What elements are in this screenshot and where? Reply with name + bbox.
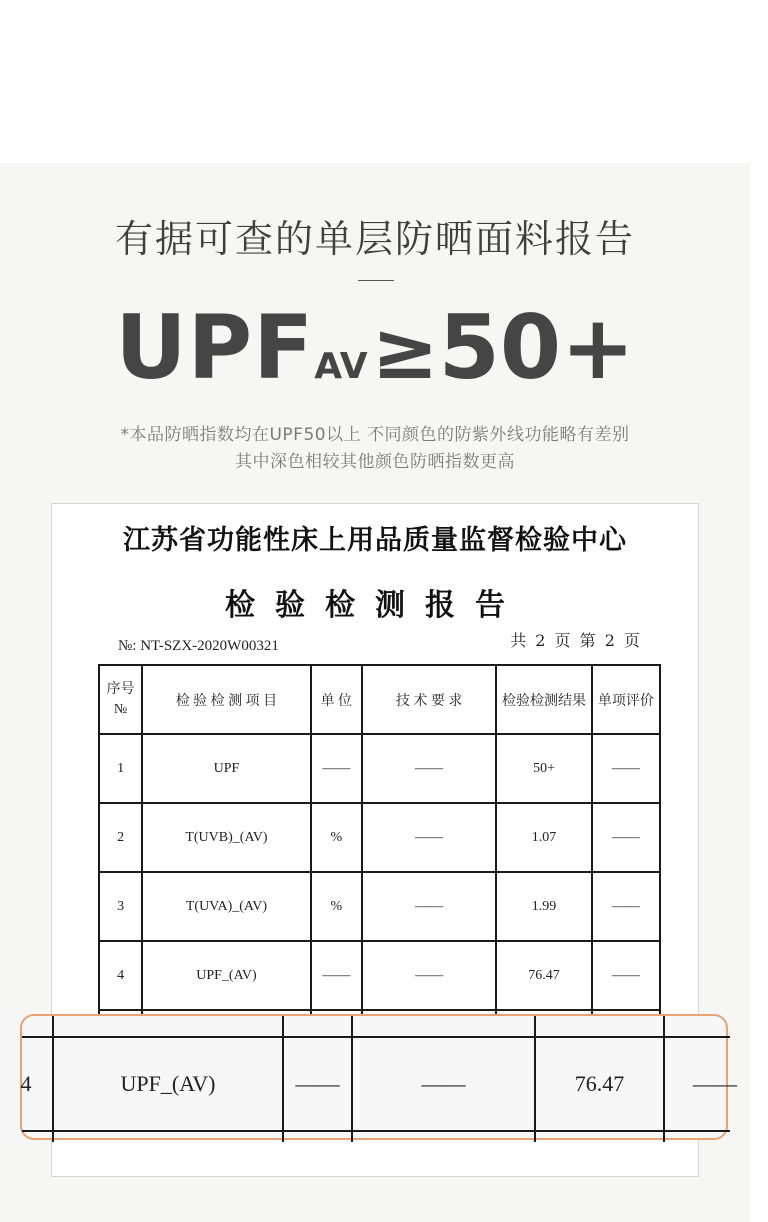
cell-item: T(UVA)_(AV) (142, 872, 311, 941)
zoom-cell-unit: —— (295, 1071, 340, 1096)
note-line-1: *本品防晒指数均在UPF50以上 不同颜色的防紫外线功能略有差别 (120, 425, 630, 445)
cell-requirement: —— (362, 734, 496, 803)
cell-requirement: —— (362, 803, 496, 872)
top-blank-area (0, 0, 750, 163)
highlight-magnifier (20, 1014, 737, 1140)
table-row (99, 872, 660, 941)
col-header-requirement: 技 术 要 求 (362, 665, 496, 734)
cell-evaluation: —— (592, 803, 660, 872)
cell-item: UPF_(AV) (142, 941, 311, 1010)
report-title: 检验检测报告 (225, 588, 525, 623)
report-number: №: NT-SZX-2020W00321 (118, 638, 279, 654)
cell-unit: % (311, 872, 362, 941)
zoom-line-bottom (22, 1130, 730, 1132)
cell-result: 1.99 (496, 872, 591, 941)
cell-evaluation: —— (592, 734, 660, 803)
cell-seq: 4 (99, 941, 142, 1010)
col-header-unit: 单 位 (311, 665, 362, 734)
cell-requirement: —— (362, 872, 496, 941)
cell-seq: 3 (99, 872, 142, 941)
cell-item: T(UVB)_(AV) (142, 803, 311, 872)
upf-rating-banner (0, 296, 750, 399)
cell-unit: —— (311, 734, 362, 803)
cell-seq: 2 (99, 803, 142, 872)
col-header-evaluation: 单项评价 (592, 665, 660, 734)
cell-evaluation: —— (592, 941, 660, 1010)
cell-result: 76.47 (496, 941, 591, 1010)
cell-item: UPF (142, 734, 311, 803)
greater-equal-symbol: ≥ (371, 304, 439, 397)
cell-requirement: —— (362, 941, 496, 1010)
zoom-cell-evaluation: —— (693, 1071, 737, 1096)
cell-seq: 1 (99, 734, 142, 803)
col-header-result: 检验检测结果 (496, 665, 591, 734)
table-row (99, 941, 660, 1010)
note-line-2: 其中深色相较其他颜色防晒指数更高 (235, 452, 515, 472)
zoom-cell-requirement: —— (421, 1071, 466, 1096)
upf-label: UPF (115, 296, 315, 399)
table-row (99, 803, 660, 872)
zoom-cell-result: 76.47 (574, 1071, 625, 1096)
table-header-row (99, 665, 660, 734)
cell-evaluation: —— (592, 872, 660, 941)
cell-unit: % (311, 803, 362, 872)
cell-result: 50+ (496, 734, 591, 803)
page-title: 有据可查的单层防晒面料报告 (114, 217, 635, 261)
table-row (99, 734, 660, 803)
upf-subscript: AV (314, 346, 368, 387)
col-header-seq: 序号 № (99, 665, 142, 734)
upf-value: 50+ (438, 296, 635, 399)
title-divider (358, 280, 394, 281)
col-header-item: 检 验 检 测 项 目 (142, 665, 311, 734)
cell-unit: —— (311, 941, 362, 1010)
zoom-cell-item: UPF_(AV) (120, 1071, 216, 1096)
zoom-cell-seq: 4 (20, 1071, 32, 1096)
report-organization: 江苏省功能性床上用品质量监督检验中心 (123, 525, 627, 556)
page-indicator: 共 2 页 第 2 页 (510, 631, 642, 650)
cell-result: 1.07 (496, 803, 591, 872)
